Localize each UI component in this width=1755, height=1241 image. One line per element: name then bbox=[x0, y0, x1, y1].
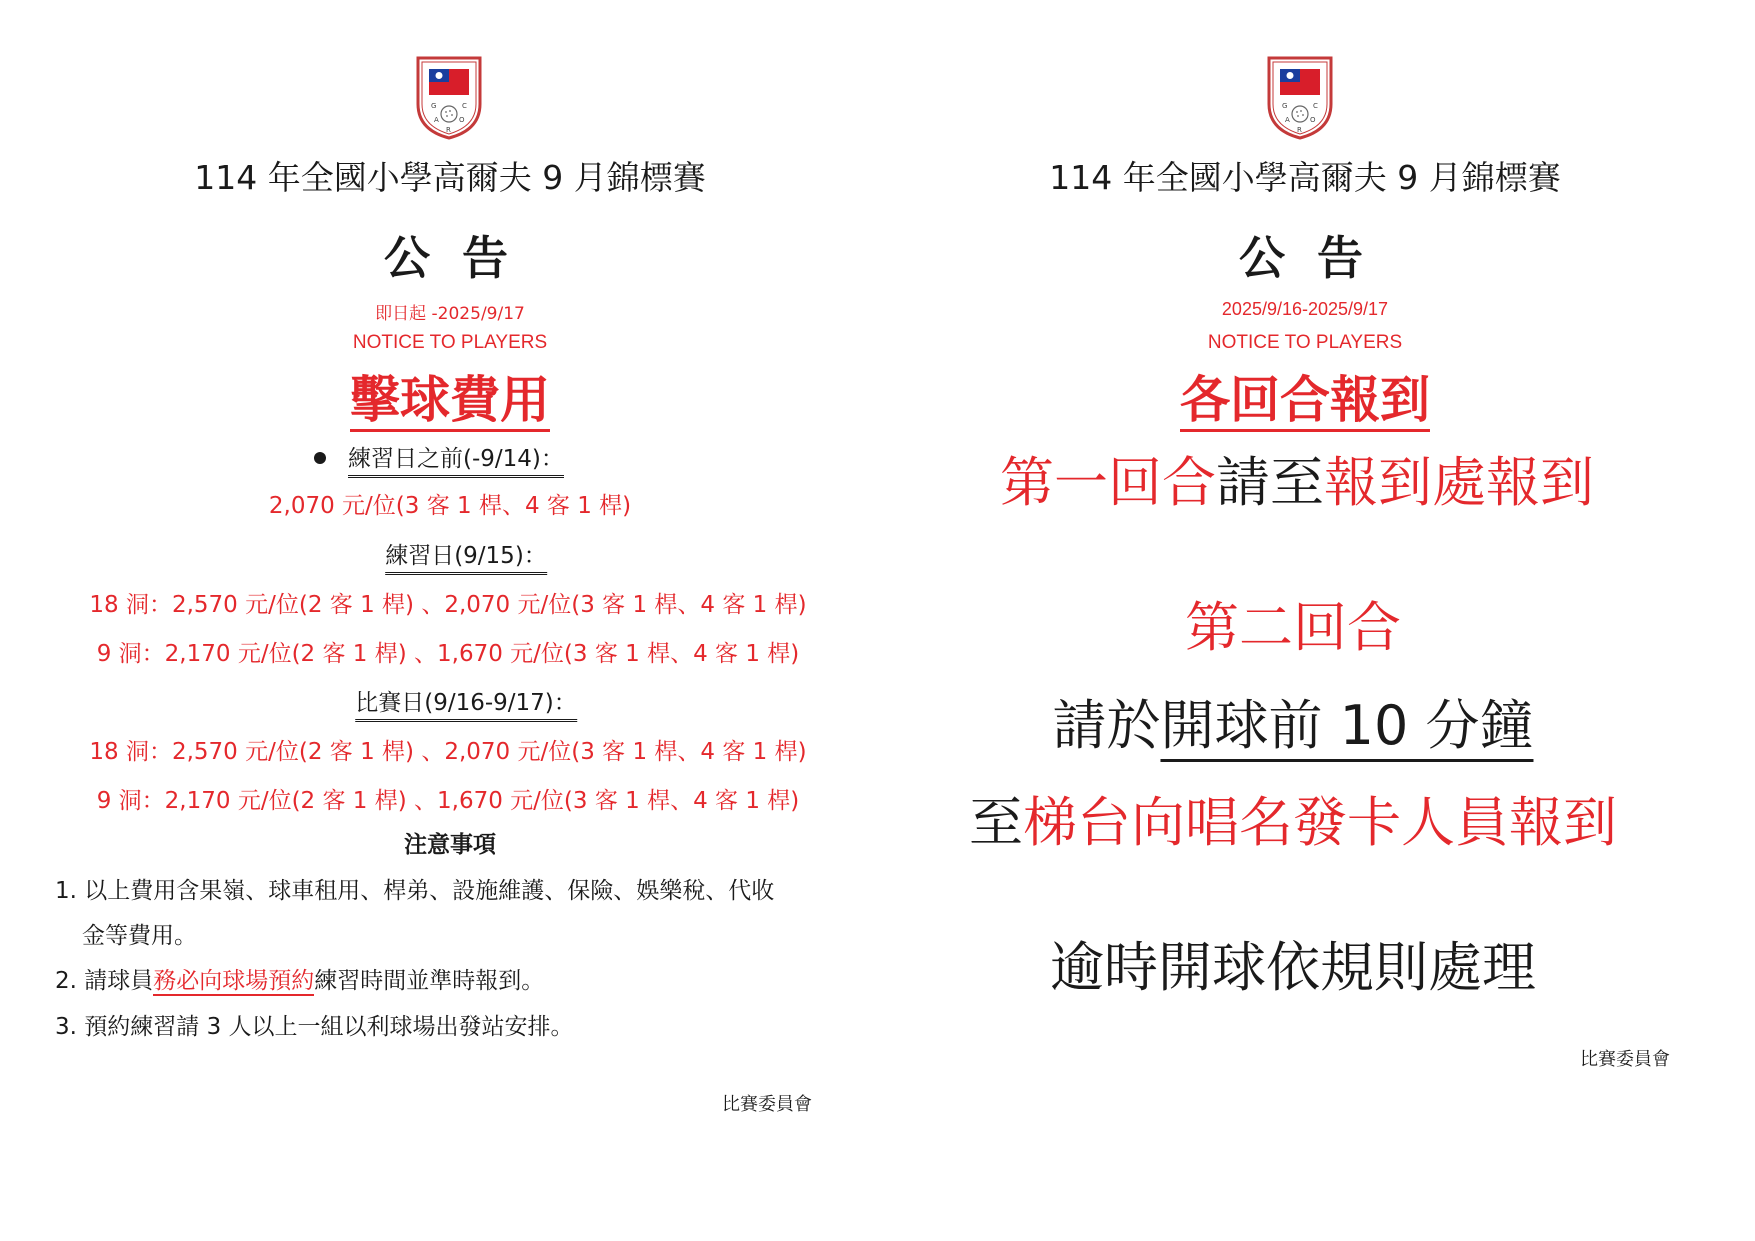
section3-line1: 18 洞：2,570 元/位(2 客 1 桿) 、2,070 元/位(3 客 1 桿、4 客 1 桿) bbox=[89, 739, 807, 765]
garoc-logo-left bbox=[412, 52, 486, 140]
note-3: 3. 預約練習請 3 人以上一組以利球場出發站安排。 bbox=[55, 1014, 574, 1040]
section2-line2: 9 洞：2,170 元/位(2 客 1 桿) 、1,670 元/位(3 客 1 桿、4 客 1 桿) bbox=[96, 641, 800, 667]
svg-text:R: R bbox=[446, 126, 451, 134]
late-rule: 逾時開球依規則處理 bbox=[1050, 936, 1536, 999]
signature-right: 比賽委員會 bbox=[1580, 1049, 1670, 1070]
topic-wrapper bbox=[350, 360, 550, 432]
section1-price: 2,070 元/位(3 客 1 桿、4 客 1 桿) bbox=[268, 493, 632, 519]
round2-title: 第二回合 bbox=[1185, 596, 1401, 659]
round2-line2 bbox=[969, 780, 1617, 857]
date-range: 即日起 -2025/9/17 bbox=[375, 304, 525, 324]
round1-a: 第一回合 bbox=[1000, 451, 1216, 514]
notice-en-right: NOTICE TO PLAYERS bbox=[1207, 332, 1403, 353]
section1-label: 練習日之前(-9/14)： bbox=[348, 446, 564, 478]
section3-label: 比賽日(9/16-9/17)： bbox=[355, 690, 577, 722]
section1-wrapper bbox=[348, 440, 564, 473]
event-title: 114 年全國小學高爾夫 9 月錦標賽 bbox=[194, 158, 706, 197]
event-title-right: 114 年全國小學高爾夫 9 月錦標賽 bbox=[1049, 158, 1561, 197]
note-1: 1. 以上費用含果嶺、球車租用、桿弟、設施維護、保險、娛樂稅、代收 bbox=[55, 878, 775, 904]
notice-heading: 公 告 bbox=[383, 231, 517, 285]
svg-text:G: G bbox=[1282, 102, 1288, 110]
notice-en: NOTICE TO PLAYERS bbox=[352, 332, 548, 353]
round2-line1 bbox=[1052, 683, 1533, 760]
round1-c: 報到處報到 bbox=[1324, 451, 1594, 514]
date-range-right: 2025/9/16-2025/9/17 bbox=[1221, 299, 1389, 319]
round1-b: 請至 bbox=[1216, 451, 1324, 514]
round2-line2-b: 梯台向唱名發卡人員報到 bbox=[1023, 791, 1617, 854]
topic-title: 擊球費用 bbox=[350, 371, 550, 432]
svg-text:R: R bbox=[1297, 126, 1302, 134]
topic-right-wrapper bbox=[1180, 360, 1430, 432]
notice-heading-right: 公 告 bbox=[1238, 231, 1372, 285]
round2-line2-a: 至 bbox=[969, 791, 1023, 854]
svg-text:O: O bbox=[1310, 116, 1316, 124]
svg-text:O: O bbox=[459, 116, 465, 124]
svg-text:A: A bbox=[1285, 116, 1290, 124]
bullet-icon bbox=[314, 452, 326, 464]
garoc-logo-right bbox=[1263, 52, 1337, 140]
section2-label: 練習日(9/15)： bbox=[385, 543, 547, 575]
svg-text:C: C bbox=[1313, 102, 1318, 110]
note-1-cont: 金等費用。 bbox=[82, 923, 197, 949]
note-2 bbox=[55, 962, 544, 995]
section2-line1: 18 洞：2,570 元/位(2 客 1 桿) 、2,070 元/位(3 客 1 桿、4 客 1 桿) bbox=[89, 592, 807, 618]
note-2-post: 練習時間並準時報到。 bbox=[314, 968, 545, 994]
svg-text:G: G bbox=[431, 102, 437, 110]
signature-left: 比賽委員會 bbox=[722, 1094, 812, 1115]
section3-wrapper bbox=[355, 684, 577, 717]
section2-wrapper bbox=[385, 537, 547, 570]
round1-line bbox=[1000, 440, 1594, 517]
svg-text:C: C bbox=[462, 102, 467, 110]
round2-line1-b: 開球前 10 分鐘 bbox=[1160, 694, 1533, 762]
note-2-pre: 2. 請球員 bbox=[55, 968, 154, 994]
notes-heading: 注意事項 bbox=[404, 832, 496, 858]
note-2-emphasis: 務必向球場預約 bbox=[153, 968, 315, 994]
topic-title-right: 各回合報到 bbox=[1180, 371, 1430, 432]
section3-line2: 9 洞：2,170 元/位(2 客 1 桿) 、1,670 元/位(3 客 1 桿、4 客 1 桿) bbox=[96, 788, 800, 814]
round2-line1-a: 請於 bbox=[1052, 694, 1161, 757]
svg-text:A: A bbox=[434, 116, 439, 124]
